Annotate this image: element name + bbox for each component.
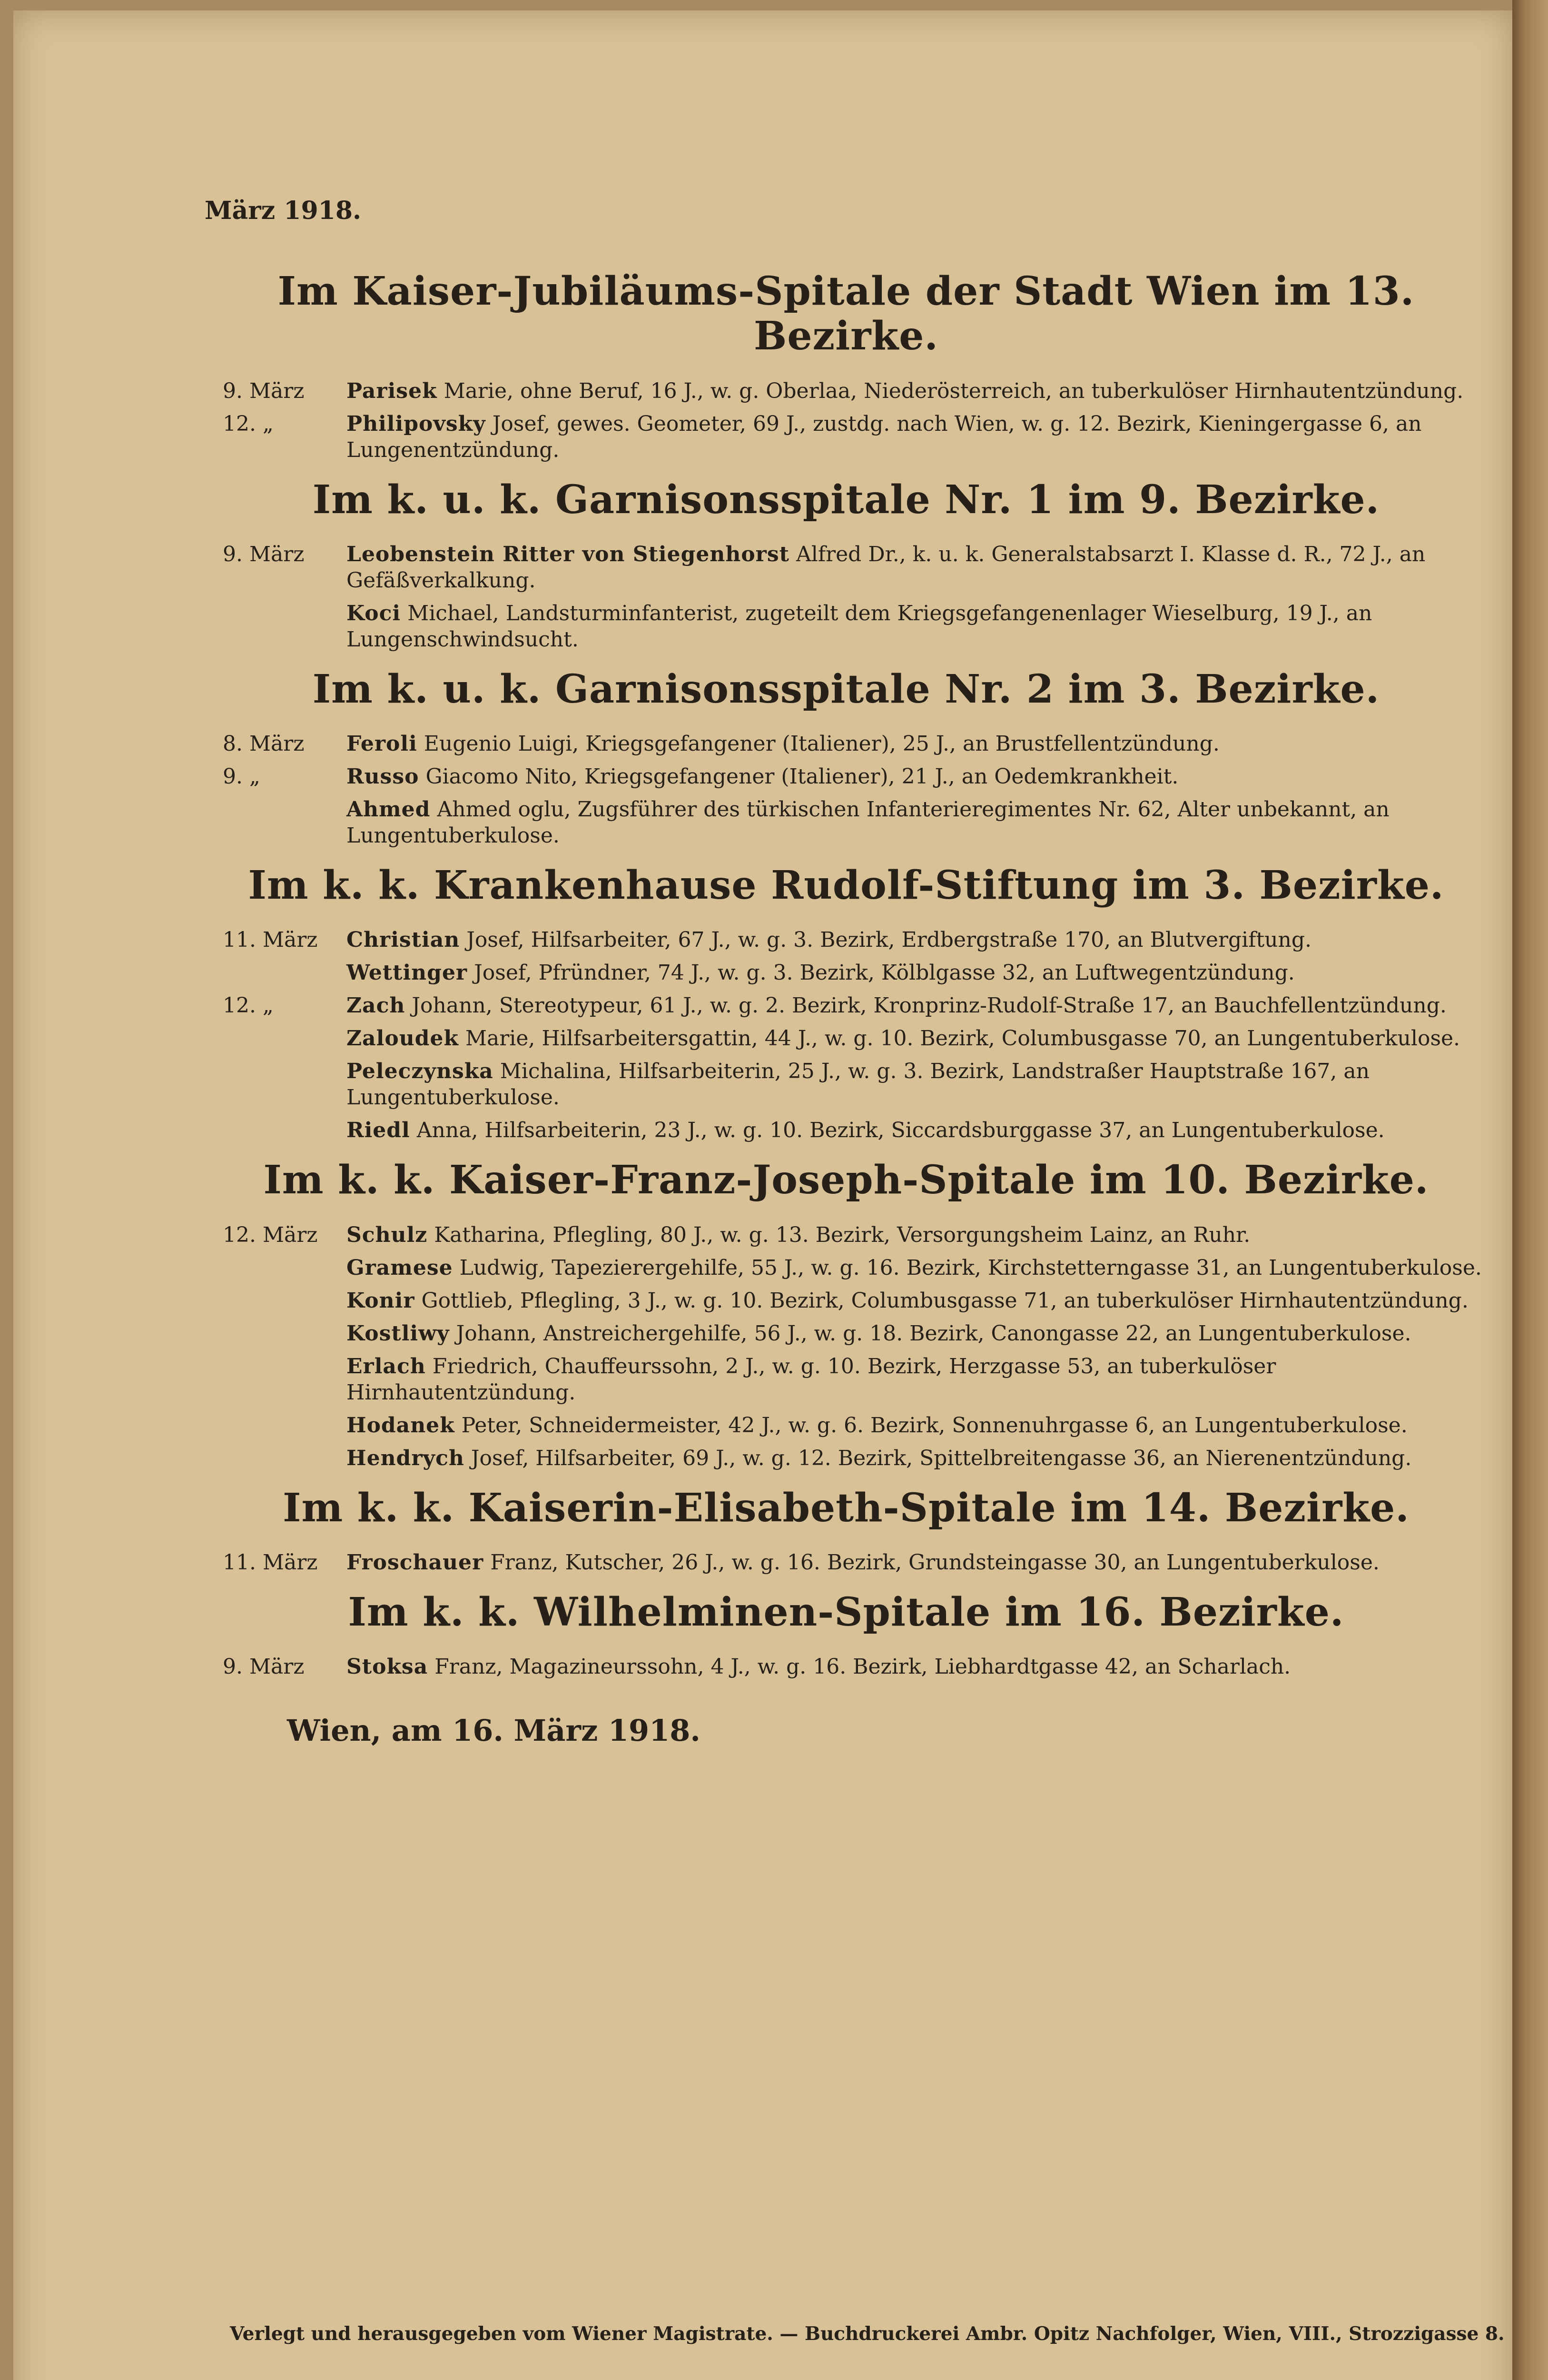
- entry-details: Marie, Hilfsarbeitersgattin, 44 J., w. g. 10. Bezirk, Columbusgasse 70, an Lungentuberkulose.: [465, 1026, 1460, 1051]
- dateline: März 1918.: [205, 196, 362, 225]
- entry-surname: Zaloudek: [346, 1026, 459, 1051]
- entry-details: Michael, Landsturminfanterist, zugeteilt dem Kriegsgefangenenlager Wieselburg, 19 J., an Lungenschwindsucht.: [346, 601, 1372, 652]
- death-entry: [194, 796, 1498, 849]
- entry-surname: Parisek: [346, 378, 437, 403]
- death-entry: [194, 1255, 1498, 1281]
- entry-surname: Peleczynska: [346, 1059, 493, 1084]
- entry-details: Franz, Kutscher, 26 J., w. g. 16. Bezirk, Grundsteingasse 30, an Lungentuberkulose.: [490, 1550, 1380, 1575]
- hospital-section: [194, 1158, 1498, 1471]
- entry-surname: Erlach: [346, 1354, 426, 1378]
- entry-surname: Wettinger: [346, 961, 468, 985]
- hospital-section: [194, 1590, 1498, 1680]
- entry-surname: Russo: [346, 764, 419, 789]
- entry-date: 12. März: [223, 1222, 318, 1247]
- entry-date: 9. März: [223, 1655, 305, 1679]
- entry-date: 9. März: [223, 378, 305, 403]
- entry-details: Katharina, Pflegling, 80 J., w. g. 13. Bezirk, Versorgungsheim Lainz, an Ruhr.: [434, 1222, 1251, 1247]
- death-entry: [194, 600, 1498, 653]
- entry-details: Johann, Anstreichergehilfe, 56 J., w. g. 18. Bezirk, Canongasse 22, an Lungentuberkulose.: [456, 1321, 1411, 1346]
- entry-details: Giacomo Nito, Kriegsgefangener (Italiener), 21 J., an Oedemkrankheit.: [425, 764, 1179, 789]
- entry-surname: Feroli: [346, 732, 417, 756]
- entry-details: Eugenio Luigi, Kriegsgefangener (Italiener), 25 J., an Brustfellentzündung.: [424, 732, 1220, 756]
- entry-surname: Leobenstein Ritter von Stiegenhorst: [346, 542, 789, 566]
- death-entry: [194, 764, 1498, 790]
- entry-details: Alfred Dr., k. u. k. Generalstabsarzt I. Klasse d. R., 72 J., an Gefäßverkalkung.: [346, 542, 1426, 593]
- entry-details: Josef, Pfründner, 74 J., w. g. 3. Bezirk, Kölblgasse 32, an Luftwegentzündung.: [474, 961, 1295, 985]
- death-entry: [194, 411, 1498, 463]
- death-entry: [194, 1412, 1498, 1438]
- entry-surname: Koci: [346, 601, 401, 625]
- death-entry: [194, 1445, 1498, 1471]
- death-entry: [194, 992, 1498, 1019]
- document-content: [194, 196, 1498, 1748]
- entry-details: Josef, Hilfsarbeiter, 69 J., w. g. 12. Bezirk, Spittelbreitengasse 36, an Nierenentzündung.: [471, 1446, 1412, 1470]
- entry-surname: Konir: [346, 1288, 415, 1313]
- entry-surname: Ahmed: [346, 797, 431, 822]
- sections-container: [194, 269, 1498, 1680]
- entry-details: Gottlieb, Pflegling, 3 J., w. g. 10. Bezirk, Columbusgasse 71, an tuberkulöser Hirnhautentzündung.: [421, 1288, 1469, 1313]
- publisher-footer: Verlegt und herausgegeben vom Wiener Magistrate. — Buchdruckerei Ambr. Opitz Nachfolger, Wien, VIII., Strozzigasse 8.: [230, 2323, 1505, 2345]
- entry-surname: Zach: [346, 993, 405, 1018]
- entry-details: Franz, Magazineurssohn, 4 J., w. g. 16. Bezirk, Liebhardtgasse 42, an Scharlach.: [434, 1655, 1291, 1679]
- section-title: Im k. k. Krankenhause Rudolf-Stiftung im 3. Bezirke.: [248, 863, 1444, 909]
- section-title: Im Kaiser-Jubiläums-Spitale der Stadt Wien im 13. Bezirke.: [277, 268, 1415, 359]
- hospital-section: [194, 269, 1498, 463]
- entry-details: Ahmed oglu, Zugsführer des türkischen Infanterieregimentes Nr. 62, Alter unbekannt, an Lungentuberkulose.: [346, 797, 1390, 848]
- death-entry: [194, 960, 1498, 986]
- death-entry: [194, 1222, 1498, 1248]
- entry-details: Josef, gewes. Geometer, 69 J., zustdg. nach Wien, w. g. 12. Bezirk, Kieningergasse 6, an Lungenentzündung.: [346, 411, 1422, 462]
- hospital-section: [194, 863, 1498, 1143]
- entry-surname: Stoksa: [346, 1655, 428, 1679]
- entry-surname: Kostliwy: [346, 1321, 450, 1346]
- death-entry: [194, 1549, 1498, 1576]
- closing-line: Wien, am 16. März 1918.: [287, 1713, 700, 1748]
- section-title: Im k. k. Kaiser-Franz-Joseph-Spitale im 10. Bezirke.: [263, 1157, 1429, 1203]
- entry-surname: Hendrych: [346, 1446, 464, 1470]
- death-entry: [194, 1117, 1498, 1143]
- entry-surname: Christian: [346, 928, 460, 952]
- death-entry: [194, 378, 1498, 404]
- entry-date: 11. März: [223, 928, 318, 952]
- entry-details: Anna, Hilfsarbeiterin, 23 J., w. g. 10. Bezirk, Siccardsburggasse 37, an Lungentuberkulose.: [416, 1118, 1385, 1143]
- entry-details: Marie, ohne Beruf, 16 J., w. g. Oberlaa, Niederösterreich, an tuberkulöser Hirnhautentzündung.: [444, 378, 1464, 403]
- death-entry: [194, 1025, 1498, 1051]
- entry-details: Michalina, Hilfsarbeiterin, 25 J., w. g. 3. Bezirk, Landstraßer Hauptstraße 167, an Lungentuberkulose.: [346, 1059, 1370, 1110]
- entry-details: Ludwig, Tapezierergehilfe, 55 J., w. g. 16. Bezirk, Kirchstetterngasse 31, an Lungentuberkulose.: [459, 1255, 1482, 1280]
- hospital-section: [194, 477, 1498, 653]
- death-entry: [194, 731, 1498, 757]
- entry-surname: Philipovsky: [346, 411, 486, 436]
- death-entry: [194, 1353, 1498, 1406]
- entry-date: 12. „: [223, 993, 274, 1018]
- entry-date: 9. März: [223, 542, 305, 566]
- hospital-section: [194, 667, 1498, 849]
- death-entry: [194, 1654, 1498, 1680]
- entry-details: Peter, Schneidermeister, 42 J., w. g. 6. Bezirk, Sonnenuhrgasse 6, an Lungentuberkulose.: [461, 1413, 1408, 1438]
- section-title: Im k. k. Wilhelminen-Spitale im 16. Bezirke.: [348, 1589, 1344, 1636]
- entry-date: 11. März: [223, 1550, 318, 1575]
- entry-details: Friedrich, Chauffeurssohn, 2 J., w. g. 10. Bezirk, Herzgasse 53, an tuberkulöser Hirnhautentzündung.: [346, 1354, 1276, 1405]
- document-page: [13, 10, 1512, 2380]
- death-entry: [194, 927, 1498, 953]
- section-title: Im k. u. k. Garnisonsspitale Nr. 1 im 9. Bezirke.: [312, 476, 1380, 523]
- book-binding: [1512, 0, 1548, 2380]
- entry-date: 9. „: [223, 764, 260, 789]
- entry-details: Josef, Hilfsarbeiter, 67 J., w. g. 3. Bezirk, Erdbergstraße 170, an Blutvergiftung.: [466, 928, 1312, 952]
- hospital-section: [194, 1486, 1498, 1576]
- section-title: Im k. u. k. Garnisonsspitale Nr. 2 im 3. Bezirke.: [312, 666, 1380, 712]
- entry-date: 8. März: [223, 732, 305, 756]
- section-title: Im k. k. Kaiserin-Elisabeth-Spitale im 14. Bezirke.: [283, 1485, 1410, 1531]
- entry-surname: Riedl: [346, 1118, 410, 1143]
- entry-surname: Gramese: [346, 1255, 453, 1280]
- death-entry: [194, 1288, 1498, 1314]
- entry-details: Johann, Stereotypeur, 61 J., w. g. 2. Bezirk, Kronprinz-Rudolf-Straße 17, an Bauchfellentzündung.: [412, 993, 1447, 1018]
- death-entry: [194, 1320, 1498, 1347]
- death-entry: [194, 1058, 1498, 1111]
- entry-surname: Hodanek: [346, 1413, 455, 1438]
- entry-surname: Froschauer: [346, 1550, 484, 1575]
- death-entry: [194, 541, 1498, 594]
- entry-surname: Schulz: [346, 1222, 428, 1247]
- entry-date: 12. „: [223, 411, 274, 436]
